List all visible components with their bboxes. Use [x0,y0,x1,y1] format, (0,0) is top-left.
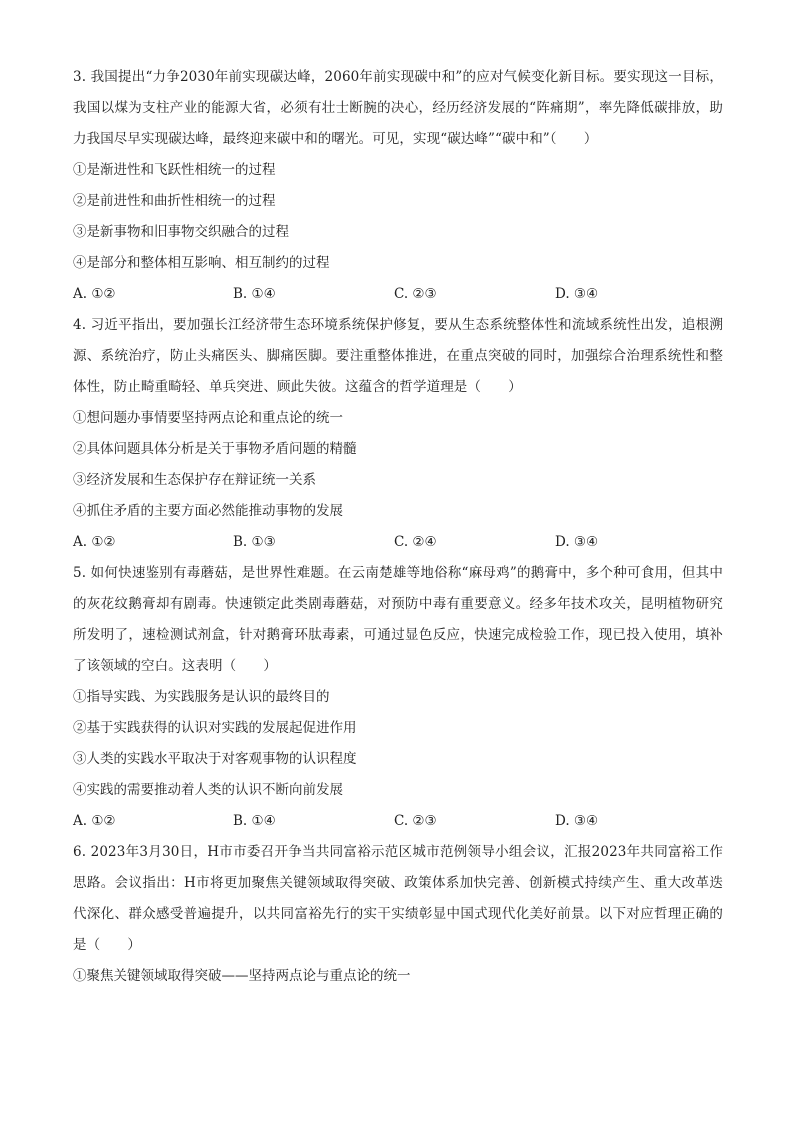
choice-b: B. ①④ [233,813,276,829]
answer-choices [73,527,723,558]
statement-option: ③经济发展和生态保护存在辩证统一关系 [73,472,316,488]
statement-option: ①是渐进性和飞跃性相统一的过程 [73,162,276,178]
statement-option: ③是新事物和旧事物交织融合的过程 [73,224,289,240]
statement-option: ②基于实践获得的认识对实践的发展起促进作用 [73,720,357,736]
exam-page [73,62,723,992]
question-5 [73,558,723,837]
choice-a: A. ①② [73,286,116,302]
statement-option: ④实践的需要推动着人类的认识不断向前发展 [73,782,343,798]
question-stem: 3. 我国提出“力争2030年前实现碳达峰，2060年前实现碳中和”的应对气候变化新目标。要实现这一目标，我国以煤为支柱产业的能源大省，必须有壮士断腕的决心，经历经济发展的“阵痛期”，率先降低碳排放，助力我国尽早实现碳达峰，最终迎来碳中和的曙光。可见，实现“碳达峰”“碳中和”（ ） [73,69,723,147]
question-stem: 4. 习近平指出，要加强长江经济带生态环境系统保护修复，要从生态系统整体性和流域系统性出发，追根溯源、系统治疗，防止头痛医头、脚痛医脚。要注重整体推进，在重点突破的同时，加强综合治理系统性和整体性，防止畸重畸轻、单兵突进、顾此失彼。这蕴含的哲学道理是（ ） [73,317,723,395]
statement-option: ③人类的实践水平取决于对客观事物的认识程度 [73,751,357,767]
choice-d: D. ③④ [555,534,599,550]
statement-option: ①指导实践、为实践服务是认识的最终目的 [73,689,330,705]
choice-b: B. ①③ [233,534,276,550]
statement-option: ④是部分和整体相互影响、相互制约的过程 [73,255,330,271]
statement-option: ②具体问题具体分析是关于事物矛盾问题的精髓 [73,441,357,457]
question-stem: 5. 如何快速鉴别有毒蘑菇，是世界性难题。在云南楚雄等地俗称“麻母鸡”的鹅膏中，多个种可食用，但其中的灰花纹鹅膏却有剧毒。快速锁定此类剧毒蘑菇，对预防中毒有重要意义。经多年技术攻关，昆明植物研究所发明了，速检测试剂盒，针对鹅膏环肽毒素，可通过显色反应，快速完成检验工作，现已投入使用，填补了该领域的空白。这表明（ ） [73,565,723,674]
choice-b: B. ①④ [233,286,276,302]
answer-choices [73,806,723,837]
choice-c: C. ②④ [394,534,437,550]
statement-option: ④抓住矛盾的主要方面必然能推动事物的发展 [73,503,343,519]
question-4 [73,310,723,558]
question-6 [73,837,723,992]
statement-option: ②是前进性和曲折性相统一的过程 [73,193,276,209]
choice-a: A. ①② [73,534,116,550]
statement-option: ①聚焦关键领域取得突破——坚持两点论与重点论的统一 [73,968,411,984]
choice-c: C. ②③ [394,813,437,829]
choice-d: D. ③④ [555,286,599,302]
statement-option: ①想问题办事情要坚持两点论和重点论的统一 [73,410,343,426]
answer-choices [73,279,723,310]
choice-d: D. ③④ [555,813,599,829]
question-3 [73,62,723,310]
choice-c: C. ②③ [394,286,437,302]
question-stem: 6. 2023年3月30日，H市市委召开争当共同富裕示范区城市范例领导小组会议，汇报2023年共同富裕工作思路。会议指出：H市将更加聚焦关键领域取得突破、政策体系加快完善、创新模式持续产生、重大改革迭代深化、群众感受普遍提升，以共同富裕先行的实干实绩彰显中国式现代化美好前景。以下对应哲理正确的是（ ） [73,844,723,953]
choice-a: A. ①② [73,813,116,829]
